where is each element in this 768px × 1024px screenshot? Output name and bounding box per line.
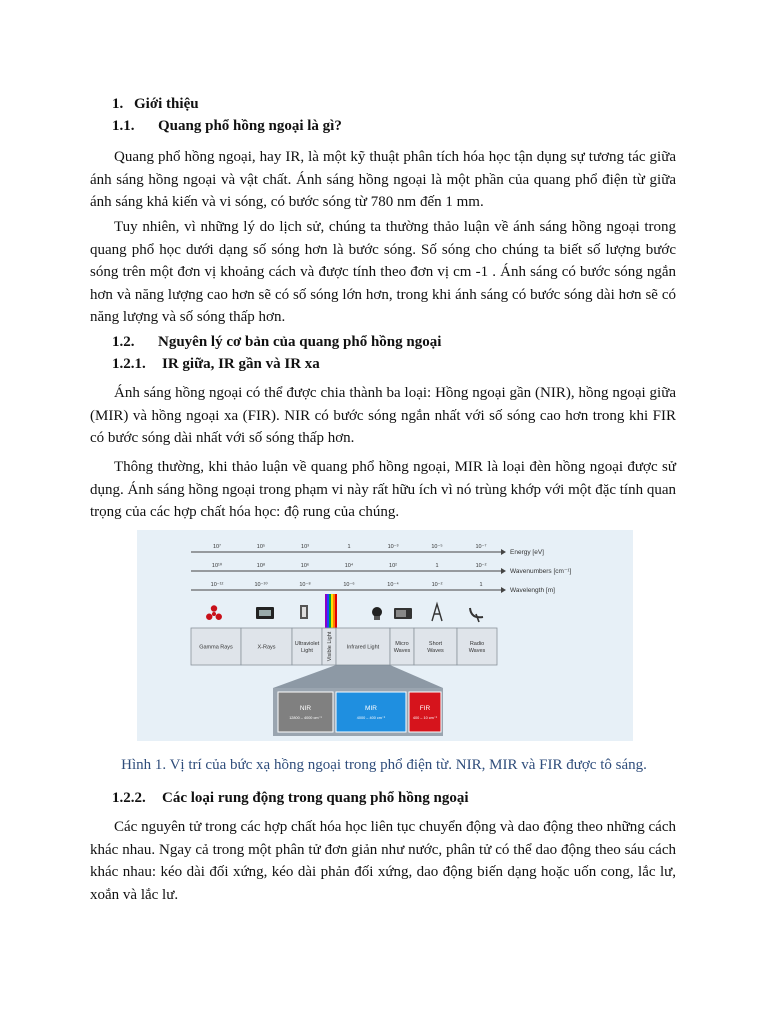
spectrum-band-label: Light (301, 648, 313, 654)
ir-band-range: 4000 – 400 cm⁻¹ (356, 716, 386, 720)
spectrum-band-label: Waves (427, 648, 444, 654)
section-heading-1-2-1 (112, 354, 320, 374)
ir-band-name: NIR (299, 705, 312, 712)
spectrum-band-label: Radio (469, 641, 485, 647)
spectrum-band-label: Infrared Light (346, 644, 380, 651)
section-heading-1-2 (112, 332, 441, 352)
scale-tick-label: 10² (389, 563, 397, 569)
radiation-icon (212, 612, 216, 616)
heading-number: 1. (112, 96, 124, 112)
paragraph-text: Thông thường, khi thảo luận về quang phổ hồng ngoại, MIR là loại đèn hồng ngoại được sử dụng. Ánh sáng hồng ngoại trong phạm vi này rất hữu ích vì nó trùng khớp với một đặc tính quan trọng của các hợp chất hóa học: độ rung của chúng. (90, 459, 676, 520)
scale-tick-label: 10⁻⁷ (475, 544, 487, 550)
radiation-icon (216, 614, 222, 620)
paragraph-3 (90, 382, 676, 450)
scale-label: Wavelength [m] (510, 587, 555, 594)
infrared-icon (372, 607, 382, 617)
heading-title: Nguyên lý cơ bản của quang phổ hồng ngoại (158, 334, 442, 350)
visible-spectrum-strip (329, 594, 331, 628)
spectrum-diagram (137, 530, 633, 741)
scale-label: Energy [eV] (510, 549, 544, 556)
scale-arrow-icon (501, 568, 506, 574)
spectrum-band-label: Waves (393, 648, 411, 654)
ir-band-name: FIR (419, 705, 431, 712)
paragraph-1 (90, 146, 676, 214)
scale-tick-label: 10⁻⁵ (431, 544, 443, 550)
scale-tick-label: 1 (479, 582, 483, 588)
paragraph-4 (90, 456, 676, 524)
visible-spectrum-strip (333, 594, 335, 628)
ir-band-name: MIR (365, 705, 377, 712)
xray-icon (259, 610, 271, 616)
visible-spectrum-strip (331, 594, 333, 628)
spectrum-band-label: Waves (468, 648, 486, 654)
scale-arrow-icon (501, 549, 506, 555)
heading-title: Các loại rung động trong quang phổ hồng ngoại (162, 790, 469, 806)
heading-title: Giới thiệu (134, 96, 199, 112)
scale-tick-label: 10⁻⁴ (387, 582, 399, 588)
infrared-icon (374, 616, 380, 620)
scale-tick-label: 10⁻² (475, 563, 487, 569)
ir-band-box (409, 692, 441, 732)
scale-tick-label: 10¹⁰ (211, 563, 223, 569)
spectrum-figure (137, 530, 633, 741)
spectrum-band-label: Short (428, 641, 443, 647)
spectrum-band-label: Visible Light (327, 631, 333, 662)
radio-tower-icon (432, 604, 442, 621)
scale-tick-label: 10⁻³ (387, 544, 399, 550)
scale-tick-label: 10⁻¹⁰ (254, 582, 268, 588)
paragraph-text: Các nguyên tử trong các hợp chất hóa học liên tục chuyển động và dao động theo những cách khác nhau. Ngay cả trong một phân tử đơn giản như nước, phân tử có thể dao động theo sáu cách khác nhau: kéo dài đối xứng, kéo dài phản đối xứng, dao động biến dạng hoặc uốn cong, lắc lư, xoắn và lắc lư. (90, 819, 676, 903)
ir-band-box (278, 692, 333, 732)
scale-tick-label: 10⁻² (431, 582, 443, 588)
scale-tick-label: 10⁵ (256, 544, 266, 550)
paragraph-2 (90, 216, 676, 329)
heading-title: IR giữa, IR gần và IR xa (162, 356, 320, 372)
microwave-icon (396, 610, 406, 617)
figure-caption: Hình 1. Vị trí của bức xạ hồng ngoại trong phổ điện từ. NIR, MIR và FIR được tô sáng. (121, 757, 647, 773)
ir-band-range: 400 – 10 cm⁻¹ (412, 716, 438, 720)
paragraph-text: Tuy nhiên, vì những lý do lịch sử, chúng ta thường thảo luận về ánh sáng hồng ngoại trong quang phổ học dưới dạng số sóng hơn là bước sóng. Số sóng cho chúng ta biết số lượng bước sóng trên một đơn vị khoảng cách và được tính theo đơn vị cm -1 . Ánh sáng có bước sóng ngắn hơn và năng lượng cao hơn sẽ có số sóng lớn hơn, trong khi ánh sáng có bước sóng dài hơn sẽ có năng lượng và số sóng thấp hơn. (90, 219, 676, 325)
paragraph-5 (90, 816, 676, 906)
paragraph-text: Quang phổ hồng ngoại, hay IR, là một kỹ thuật phân tích hóa học tận dụng sự tương tác giữa ánh sáng hồng ngoại và vật chất. Ánh sáng hồng ngoại là một phần của quang phổ điện từ giữa ánh sáng khả kiến và vi sóng, có bước sóng từ 780 nm đến 1 mm. (90, 149, 676, 210)
heading-number: 1.2. (112, 334, 135, 350)
heading-number: 1.2.1. (112, 356, 146, 372)
spectrum-band-label: Ultraviolet (294, 641, 320, 647)
scale-tick-label: 1 (347, 544, 351, 550)
ir-band-range: 12800 – 4000 cm⁻¹ (289, 716, 322, 720)
zoom-funnel (273, 665, 443, 688)
scale-arrow-icon (501, 587, 506, 593)
visible-spectrum-strip (335, 594, 337, 628)
section-heading-1-1 (112, 116, 342, 136)
visible-spectrum-strip (327, 594, 329, 628)
scale-tick-label: 1 (435, 563, 439, 569)
heading-number: 1.1. (112, 118, 135, 134)
spectrum-band-label: Micro (395, 641, 409, 647)
section-heading-1 (112, 94, 199, 114)
visible-spectrum-strip (325, 594, 327, 628)
ir-band-box (336, 692, 406, 732)
heading-title: Quang phổ hồng ngoại là gì? (158, 118, 342, 134)
scale-tick-label: 10⁷ (212, 544, 222, 550)
section-heading-1-2-2 (112, 788, 468, 808)
radiation-icon (206, 614, 212, 620)
scale-tick-label: 10⁻¹² (210, 582, 224, 588)
paragraph-text: Ánh sáng hồng ngoại có thể được chia thành ba loại: Hồng ngoại gần (NIR), hồng ngoại giữa (MIR) và hồng ngoại xa (FIR). NIR có bước sóng ngắn nhất với số sóng cao hơn trong khi FIR có bước sóng dài nhất với số sóng thấp hơn. (90, 385, 676, 446)
uv-lamp-icon (302, 607, 306, 617)
spectrum-band-label: X-Rays (257, 644, 276, 651)
scale-tick-label: 10⁻⁸ (299, 582, 311, 588)
scale-label: Wavenumbers [cm⁻¹] (510, 568, 572, 575)
scale-tick-label: 10⁻⁶ (343, 582, 355, 588)
scale-tick-label: 10⁶ (300, 563, 310, 569)
scale-tick-label: 10⁴ (344, 563, 354, 569)
heading-number: 1.2.2. (112, 790, 146, 806)
radiation-icon (211, 605, 217, 611)
scale-tick-label: 10⁸ (256, 563, 266, 569)
spectrum-band-label: Gamma Rays (199, 644, 233, 651)
scale-tick-label: 10³ (301, 544, 309, 550)
